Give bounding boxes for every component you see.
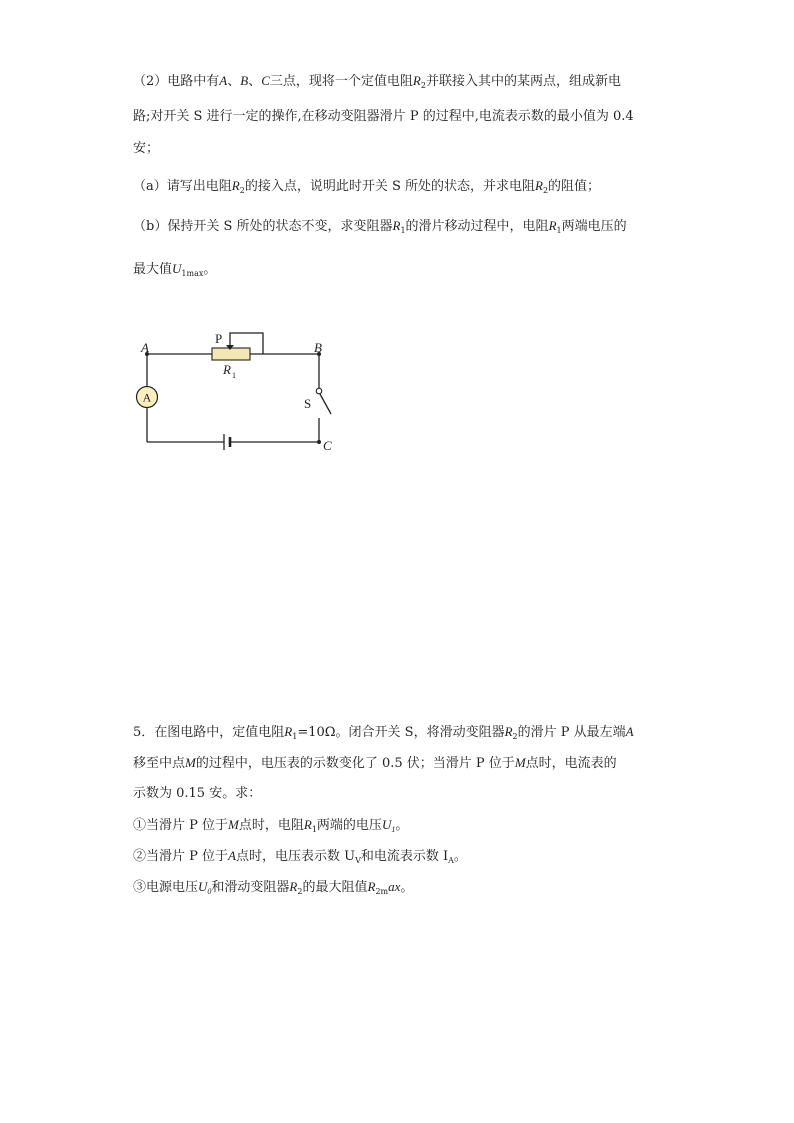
label-p: P xyxy=(215,331,223,346)
switch-blade xyxy=(320,394,331,414)
node-c-dot xyxy=(317,440,321,444)
circuit-diagram xyxy=(126,326,356,461)
q5-item-2: ②当滑片 P 位于A点时，电压表示数 $U_V$和电流表示数 $I_A$。 xyxy=(133,848,467,865)
q4-subquestion-b-line2: 最大值$U_{1max}$。 xyxy=(133,261,217,278)
label-r1: R xyxy=(223,362,231,377)
q4-part2-line2: 路;对开关 S 进行一定的操作,在移动变阻器滑片 P 的过程中,电流表示数的最小值为 0.4 xyxy=(133,109,634,124)
q5-line1: 5．在图电路中，定值电阻$R_1=10\Omega$。闭合开关 S，将滑动变阻器$R_2$的滑片 P 从最左端A xyxy=(133,724,634,741)
label-c: C xyxy=(323,438,332,453)
label-r1-subscript: 1 xyxy=(232,371,236,380)
q5-item-3: ③电源电压$U_0$和滑动变阻器$R_2$的最大阻值$R_{2m}ax$。 xyxy=(133,879,414,896)
q5-item-1: ①当滑片 P 位于M点时，电阻$R_1$两端的电压$U_1$。 xyxy=(133,817,409,834)
q5-line2: 移至中点M的过程中，电压表的示数变化了 0.5 伏；当滑片 P 位于M点时，电流表的 xyxy=(133,755,617,771)
ammeter-label: A xyxy=(142,390,152,405)
q4-part2-line1: （2）电路中有A、B、C三点，现将一个定值电阻$R_2$并联接入其中的某两点，组成新电 xyxy=(133,73,621,90)
q5-line3: 示数为 0.15 安。求： xyxy=(133,786,262,801)
rheostat-r1 xyxy=(212,348,250,360)
label-b: B xyxy=(314,340,322,355)
q4-subquestion-b: （b）保持开关 S 所处的状态不变，求变阻器$R_1$的滑片移动过程中，电阻$R_1$两端电压的 xyxy=(133,218,627,235)
label-s: S xyxy=(304,396,312,411)
label-a: A xyxy=(141,340,149,355)
switch-pivot xyxy=(316,388,322,394)
q4-subquestion-a: （a）请写出电阻$R_2$的接入点，说明此时开关 S 所处的状态，并求电阻$R_2$的阻值； xyxy=(133,178,601,195)
q4-part2-line3: 安； xyxy=(133,141,160,156)
